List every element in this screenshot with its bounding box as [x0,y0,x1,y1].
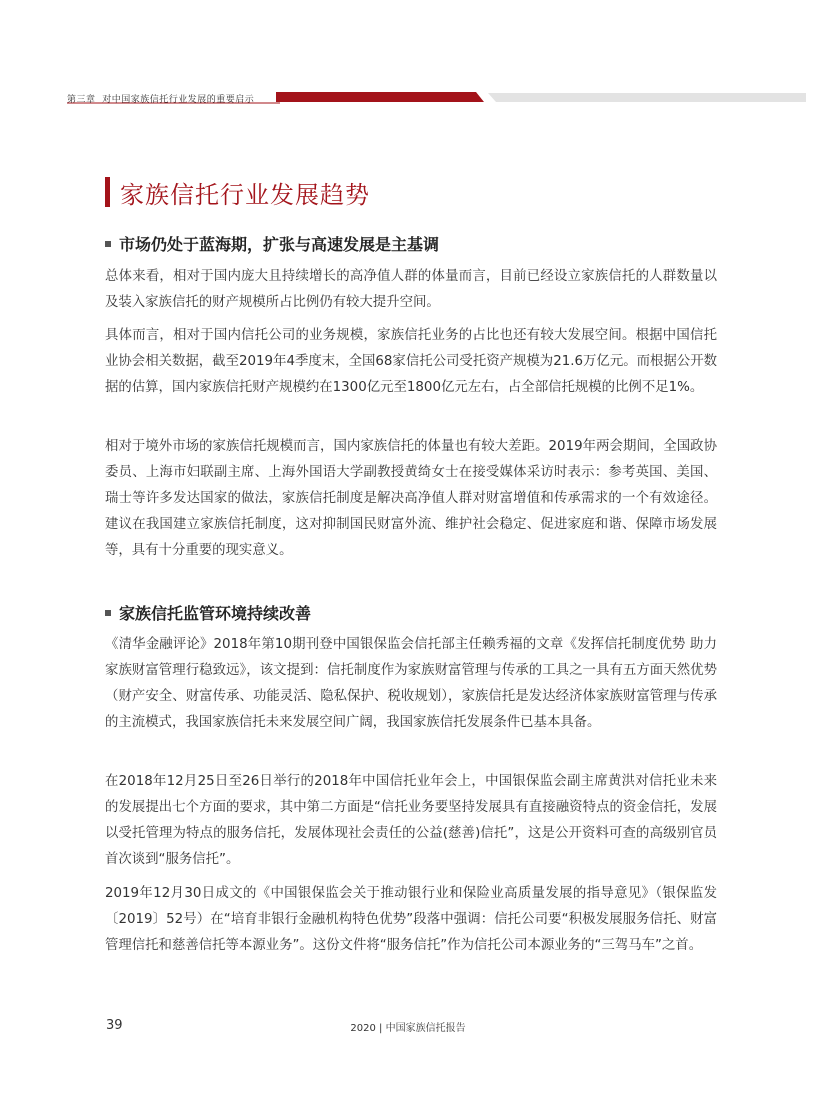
subheading-text: 市场仍处于蓝海期，扩张与高速发展是主基调 [119,235,440,254]
paragraph: 2019年12月30日成文的《中国银保监会关于推动银行业和保险业高质量发展的指导意见》（银保监发〔2019〕52号）在“培育非银行金融机构特色优势”段落中强调：信托公司要“积极发展服务信托、财富管理信托和慈善信托等本源业务”。这份文件将“服务信托”作为信托公司本源业务的“三驾马车”之首。 [105,886,717,953]
footer-report-title: 2020 | 中国家族信托报告 [350,1023,466,1034]
paragraph: 《清华金融评论》2018年第10期刊登中国银保监会信托部主任赖秀福的文章《发挥信托制度优势 助力家族财富管理行稳致远》，该文提到：信托制度作为家族财富管理与传承的工具之一具有五方面天然优势（财产安全、财富传承、功能灵活、隐私保护、税收规划），家族信托是发达经济体家族财富管理与传承的主流模式，我国家族信托未来发展空间广阔，我国家族信托发展条件已基本具备。 [105,637,717,730]
bullet-square-icon [105,241,111,247]
paragraph: 具体而言，相对于国内信托公司的业务规模，家族信托业务的占比也还有较大发展空间。根据中国信托业协会相关数据，截至2019年4季度末，全国68家信托公司受托资产规模为21.6万亿元。而根据公开数据的估算，国内家族信托财产规模约在1300亿元至1800亿元左右，占全部信托规模的比例不足1%。 [105,328,717,395]
section-title-block [105,176,370,208]
page-number: 39 [106,1018,123,1033]
title-accent-bar [105,177,110,207]
paragraph: 相对于境外市场的家族信托规模而言，国内家族信托的体量也有较大差距。2019年两会期间，全国政协委员、上海市妇联副主席、上海外国语大学副教授黄绮女士在接受媒体采访时表示：参考英国、美国、瑞士等许多发达国家的做法，家族信托制度是解决高净值人群对财富增值和传承需求的一个有效途径。建议在我国建立家族信托制度，这对抑制国民财富外流、维护社会稳定、促进家庭和谐、保障市场发展等，具有十分重要的现实意义。 [105,439,717,558]
subheading-2 [105,601,311,624]
subheading-1 [105,232,439,255]
subheading-text: 家族信托监管环境持续改善 [119,604,312,623]
bullet-square-icon [105,610,111,616]
paragraph: 在2018年12月25日至26日举行的2018年中国信托业年会上，中国银保监会副主席黄洪对信托业未来的发展提出七个方面的要求，其中第二方面是“信托业务要坚持发展具有直接融资特点的资金信托，发展以受托管理为特点的服务信托，发展体现社会责任的公益(慈善)信托”，这是公开资料可查的高级别官员首次谈到“服务信托”。 [105,774,717,867]
chapter-title: 对中国家族信托行业发展的重要启示 [102,95,255,105]
running-header [67,92,254,105]
paragraph: 总体来看，相对于国内庞大且持续增长的高净值人群的体量而言，目前已经设立家族信托的人群数量以及装入家族信托的财产规模所占比例仍有较大提升空间。 [105,269,717,310]
chapter-number: 第三章 [67,95,96,105]
section-title: 家族信托行业发展趋势 [120,180,370,209]
